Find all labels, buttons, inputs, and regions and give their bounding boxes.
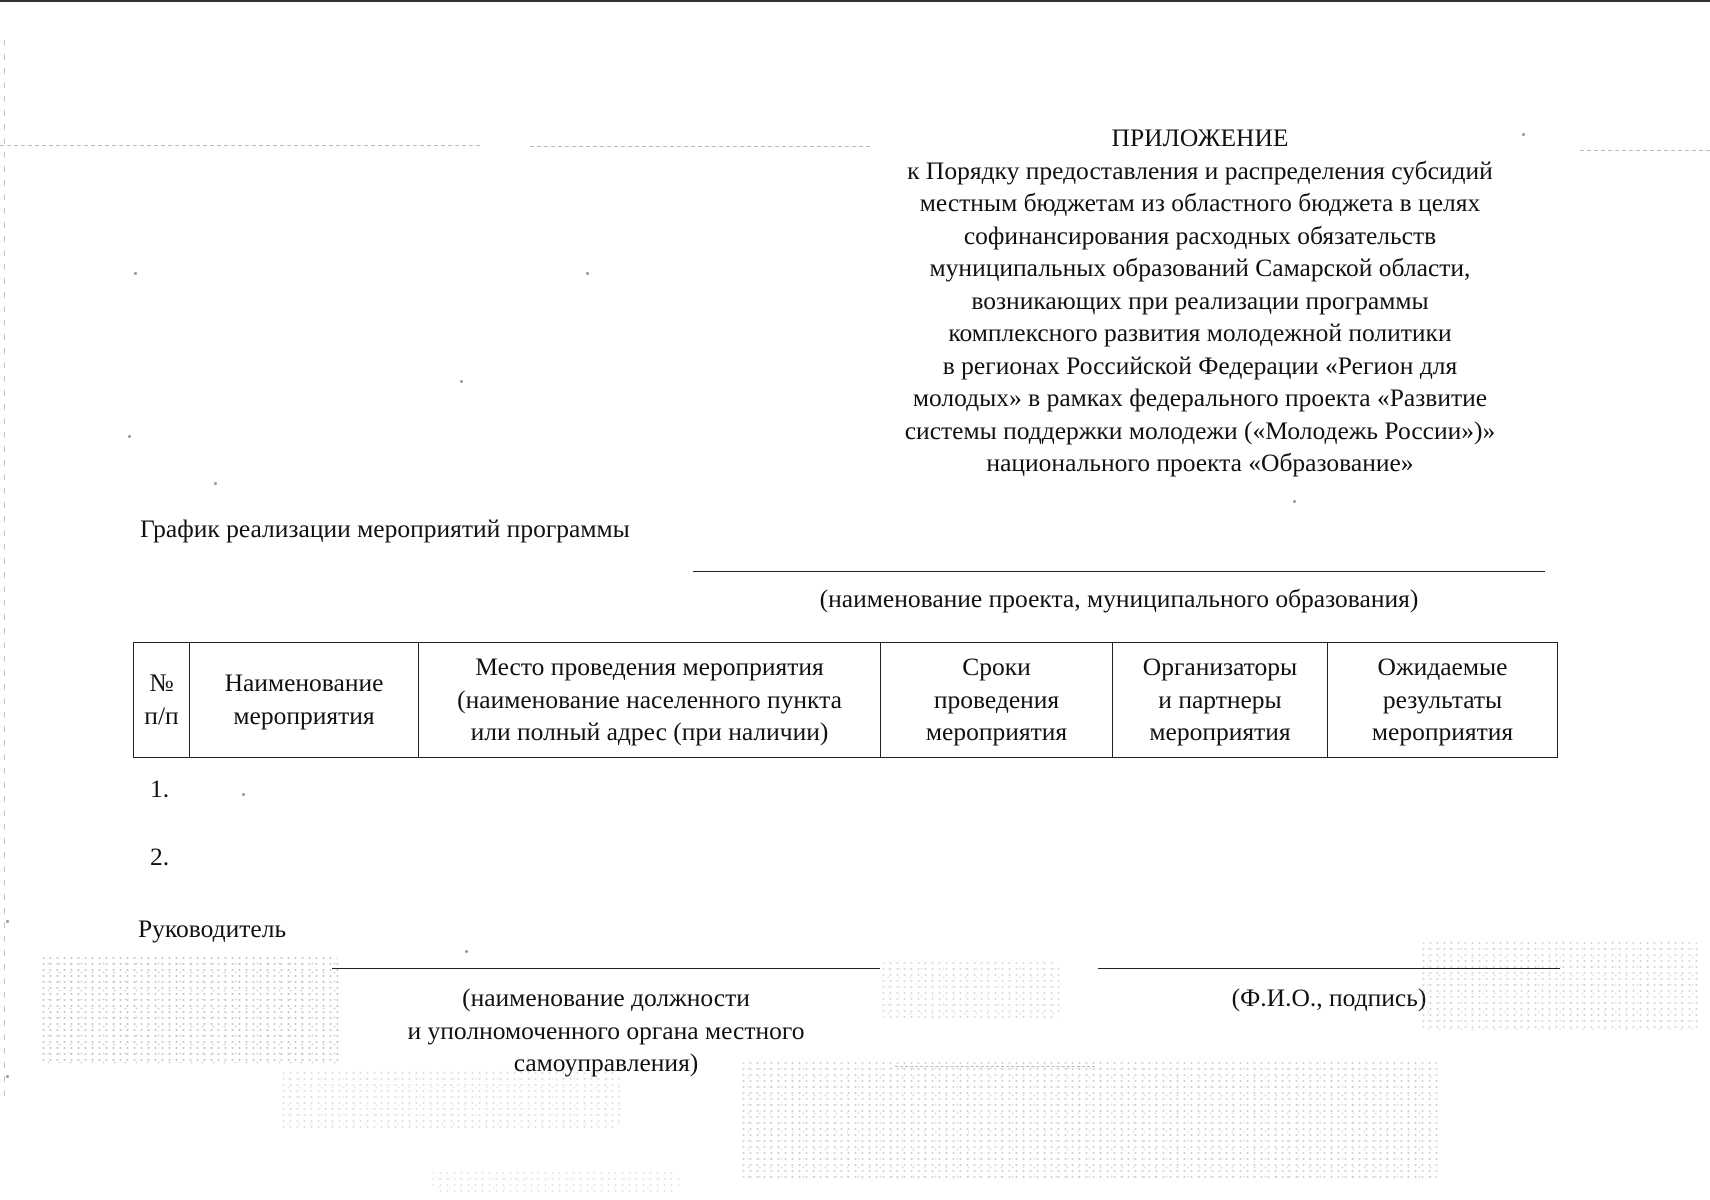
header-number bbox=[134, 643, 190, 758]
header-event-name bbox=[190, 643, 419, 758]
scan-noise bbox=[1420, 940, 1700, 1030]
caption-line: и уполномоченного органа местного bbox=[407, 1015, 805, 1045]
appendix-line: национального проекта «Образование» bbox=[986, 448, 1414, 477]
scan-noise bbox=[880, 960, 1060, 1020]
project-name-caption: (наименование проекта, муниципального образования) bbox=[819, 584, 1419, 613]
scan-speck bbox=[460, 380, 463, 383]
header-line: мероприятия bbox=[925, 717, 1068, 746]
schedule-title: График реализации мероприятий программы bbox=[140, 514, 630, 543]
project-name-line bbox=[693, 571, 1545, 572]
header-line: Сроки bbox=[962, 652, 1031, 681]
row-number: 1. bbox=[150, 774, 170, 803]
appendix-line: возникающих при реализации программы bbox=[971, 285, 1429, 315]
header-event-dates bbox=[881, 643, 1113, 758]
scan-noise bbox=[280, 1070, 620, 1130]
header-expected-results bbox=[1328, 643, 1558, 758]
stamp-mark bbox=[895, 1036, 1095, 1067]
events-table bbox=[133, 642, 1558, 758]
scan-speck bbox=[586, 272, 589, 275]
header-line: мероприятия bbox=[233, 700, 375, 730]
scan-speck bbox=[465, 950, 468, 953]
header-organizers bbox=[1113, 643, 1328, 758]
table-header-row bbox=[134, 643, 1558, 758]
scan-dash-line bbox=[530, 146, 870, 147]
appendix-line: молодых» в рамках федерального проекта «Развитие bbox=[912, 383, 1488, 412]
scan-speck bbox=[6, 920, 9, 923]
scan-speck bbox=[134, 272, 137, 275]
appendix-line: софинансирования расходных обязательств bbox=[963, 220, 1437, 250]
manager-label: Руководитель bbox=[138, 914, 287, 943]
header-line: результаты bbox=[1382, 684, 1503, 714]
scan-left-edge bbox=[4, 40, 5, 1100]
caption-line: (наименование должности bbox=[462, 983, 750, 1012]
appendix-line: к Порядку предоставления и распределения субсидий bbox=[907, 155, 1493, 185]
scan-speck bbox=[214, 482, 217, 485]
header-line: п/п bbox=[144, 700, 179, 730]
appendix-line: муниципальных образований Самарской области, bbox=[929, 253, 1471, 282]
appendix-line: в регионах Российской Федерации «Регион для bbox=[942, 350, 1458, 380]
header-line: (наименование населенного пункта bbox=[457, 684, 842, 714]
header-line: Наименование bbox=[224, 668, 384, 698]
caption-line: самоуправления) bbox=[513, 1048, 699, 1077]
header-line: № bbox=[149, 668, 174, 698]
header-line: мероприятия bbox=[1149, 717, 1291, 746]
scan-dash-line bbox=[0, 145, 480, 146]
header-line: или полный адрес (при наличии) bbox=[470, 717, 829, 746]
header-line: Ожидаемые bbox=[1377, 652, 1508, 681]
appendix-line: комплексного развития молодежной политики bbox=[948, 318, 1452, 347]
header-line: мероприятия bbox=[1371, 717, 1514, 746]
scan-dash-line bbox=[1580, 150, 1710, 151]
scan-speck bbox=[128, 435, 131, 438]
scan-speck bbox=[1522, 133, 1525, 136]
position-signature-line bbox=[332, 968, 880, 969]
scan-noise bbox=[430, 1170, 680, 1192]
header-line: и партнеры bbox=[1158, 684, 1282, 714]
name-caption: (Ф.И.О., подпись) bbox=[1231, 983, 1427, 1012]
header-event-place bbox=[419, 643, 881, 758]
scan-speck bbox=[1293, 500, 1296, 503]
header-line: проведения bbox=[933, 684, 1060, 714]
appendix-header bbox=[860, 122, 1540, 480]
scan-noise bbox=[740, 1060, 1440, 1180]
appendix-line: системы поддержки молодежи («Молодежь России»)» bbox=[904, 415, 1496, 445]
appendix-title: ПРИЛОЖЕНИЕ bbox=[1111, 123, 1289, 152]
scan-speck bbox=[6, 1075, 9, 1078]
row-number: 2. bbox=[150, 842, 170, 871]
scan-speck bbox=[242, 793, 245, 796]
scan-top-edge bbox=[0, 0, 1710, 2]
appendix-line: местным бюджетам из областного бюджета в целях bbox=[919, 188, 1481, 217]
scan-noise bbox=[40, 955, 340, 1065]
header-line: Место проведения мероприятия bbox=[475, 652, 824, 681]
header-line: Организаторы bbox=[1142, 652, 1298, 681]
